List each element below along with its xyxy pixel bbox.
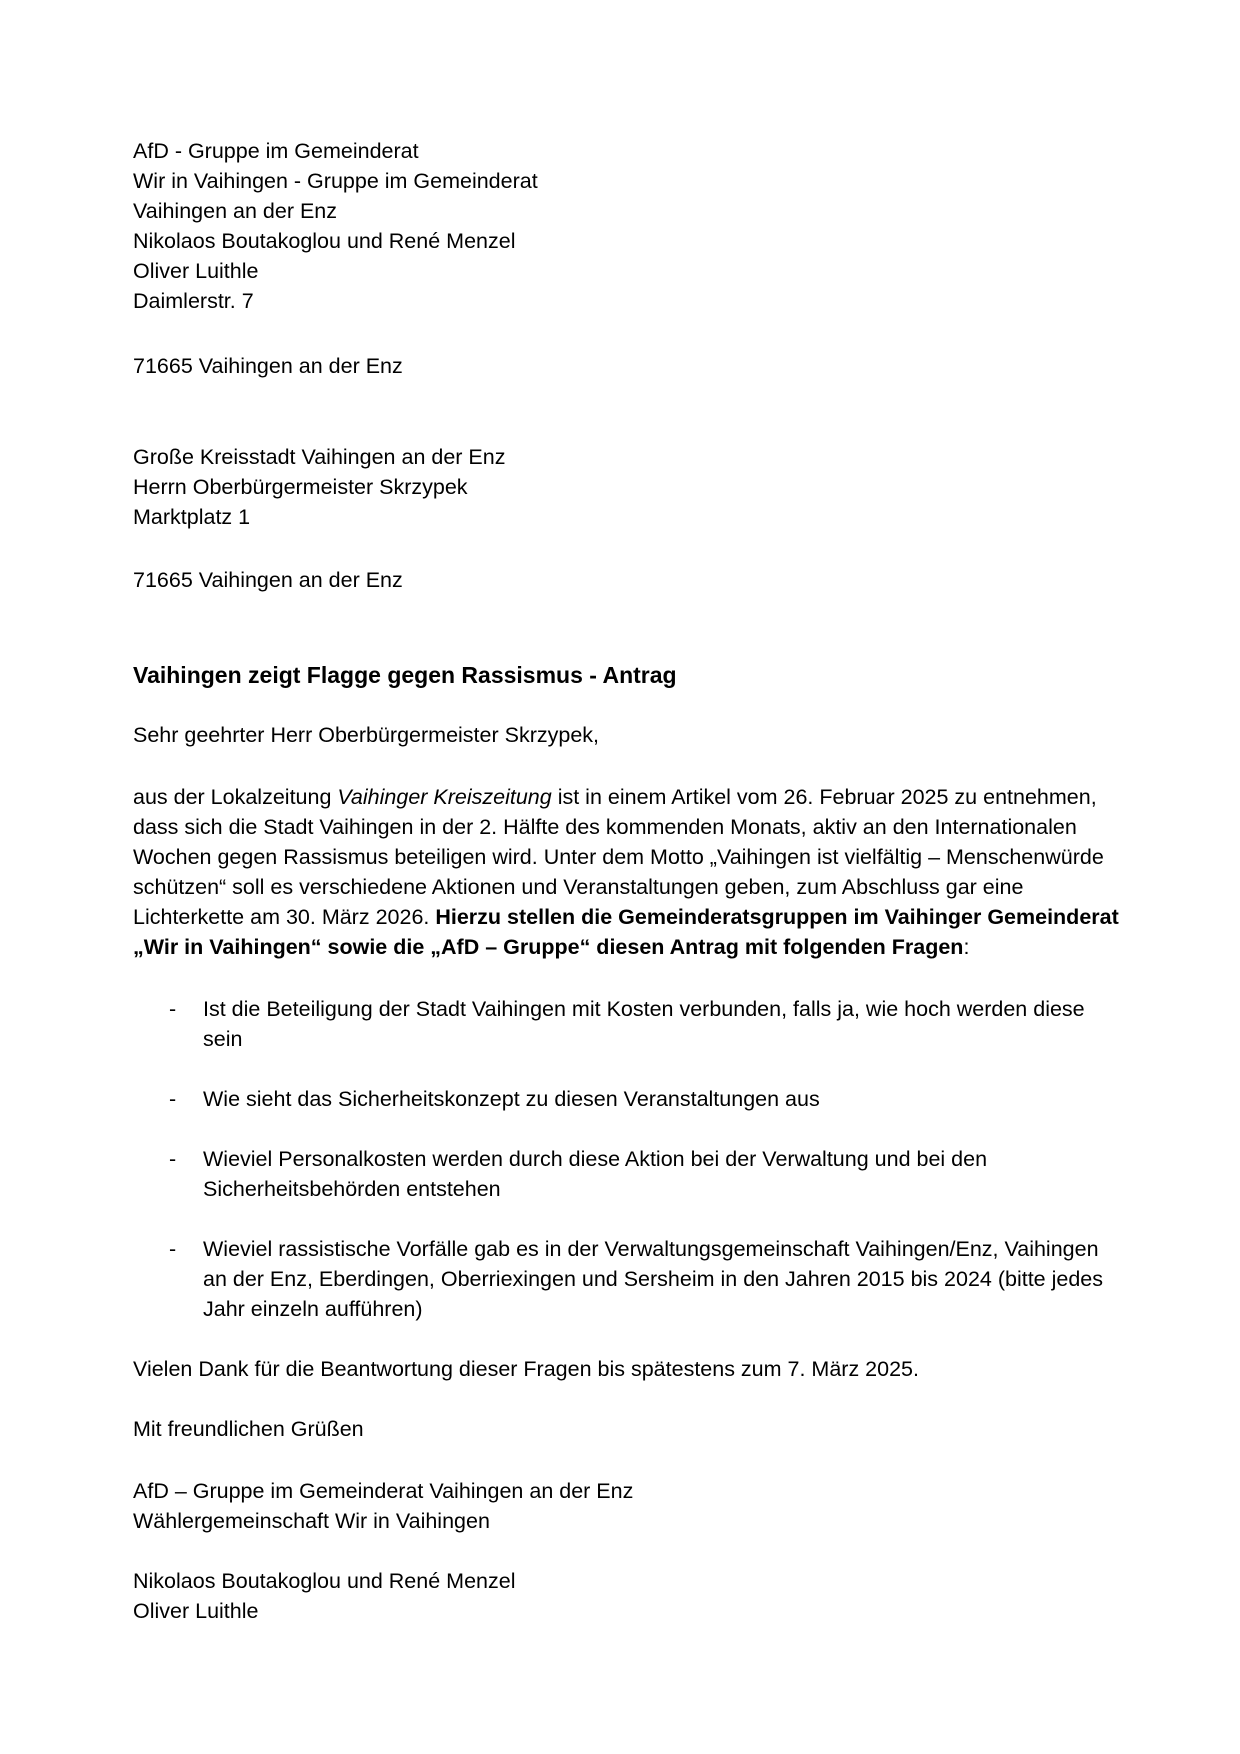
sender-block — [133, 136, 1125, 316]
body-text-run: ist in einem Artikel vom 26. Februar 2025 zu entnehmen, dass sich die Stadt Vaihingen in der 2. Hälfte des kommenden Monats, aktiv an den Internationalen Wochen gegen Rassismus beteiligen wird. Unter dem Motto „Vaihingen ist vielfältig – Menschenwürde schützen“ soll es verschiedene Aktionen und Veranstaltungen geben, zum Abschluss gar eine Lichterkette am 30. März 2026. — [133, 785, 1104, 929]
signature-name-line: Nikolaos Boutakoglou und René Menzel — [133, 1569, 516, 1593]
bullet-dash: - — [169, 1147, 177, 1171]
signature-groups — [133, 1476, 1125, 1536]
recipient-line: Marktplatz 1 — [133, 505, 251, 529]
sender-line: Nikolaos Boutakoglou und René Menzel — [133, 229, 516, 253]
recipient-city: 71665 Vaihingen an der Enz — [133, 568, 403, 592]
motion-statement-bold: Hierzu stellen die Gemeinderatsgruppen im Vaihinger Gemeinderat „Wir in Vaihingen“ sowie die „AfD – Gruppe“ diesen Antrag mit folgenden Fragen — [133, 905, 1119, 959]
question-text: Wieviel rassistische Vorfälle gab es in der Verwaltungsgemeinschaft Vaihingen/Enz, Vaihingen an der Enz, Eberdingen, Oberriexingen und Sersheim in den Jahren 2015 bis 2024 (bitte jedes Jahr einzeln aufführen) — [203, 1237, 1103, 1321]
question-item — [133, 1084, 1125, 1114]
recipient-block — [133, 442, 1125, 532]
subject-heading: Vaihingen zeigt Flagge gegen Rassismus - Antrag — [133, 662, 677, 688]
body-paragraph — [133, 782, 1125, 962]
sender-line: Oliver Luithle — [133, 259, 259, 283]
question-item — [133, 1144, 1125, 1204]
sender-line: Vaihingen an der Enz — [133, 199, 337, 223]
body-text-run: : — [963, 935, 970, 959]
question-item — [133, 1234, 1125, 1324]
bullet-dash: - — [169, 1087, 177, 1111]
question-item — [133, 994, 1125, 1054]
sender-line: AfD - Gruppe im Gemeinderat — [133, 139, 419, 163]
newspaper-title-italic: Vaihinger Kreiszeitung — [337, 785, 552, 809]
sender-city: 71665 Vaihingen an der Enz — [133, 354, 403, 378]
question-text: Wie sieht das Sicherheitskonzept zu diesen Veranstaltungen aus — [203, 1087, 820, 1111]
body-text-run: aus der Lokalzeitung — [133, 785, 338, 809]
thanks-line: Vielen Dank für die Beantwortung dieser Fragen bis spätestens zum 7. März 2025. — [133, 1357, 919, 1381]
recipient-line: Herrn Oberbürgermeister Skrzypek — [133, 475, 468, 499]
salutation: Sehr geehrter Herr Oberbürgermeister Skrzypek, — [133, 723, 600, 747]
question-text: Wieviel Personalkosten werden durch diese Aktion bei der Verwaltung und bei den Sicherheitsbehörden entstehen — [203, 1147, 988, 1201]
signature-group-line: Wählergemeinschaft Wir in Vaihingen — [133, 1509, 490, 1533]
recipient-line: Große Kreisstadt Vaihingen an der Enz — [133, 445, 506, 469]
question-text: Ist die Beteiligung der Stadt Vaihingen mit Kosten verbunden, falls ja, wie hoch werden diese sein — [203, 997, 1085, 1051]
sender-line: Daimlerstr. 7 — [133, 289, 254, 313]
closing-line: Mit freundlichen Grüßen — [133, 1417, 364, 1441]
signature-name-line: Oliver Luithle — [133, 1599, 259, 1623]
bullet-dash: - — [169, 1237, 177, 1261]
question-list — [133, 994, 1125, 1324]
sender-line: Wir in Vaihingen - Gruppe im Gemeinderat — [133, 169, 538, 193]
signature-group-line: AfD – Gruppe im Gemeinderat Vaihingen an der Enz — [133, 1479, 634, 1503]
bullet-dash: - — [169, 997, 177, 1021]
signature-names — [133, 1566, 1125, 1626]
